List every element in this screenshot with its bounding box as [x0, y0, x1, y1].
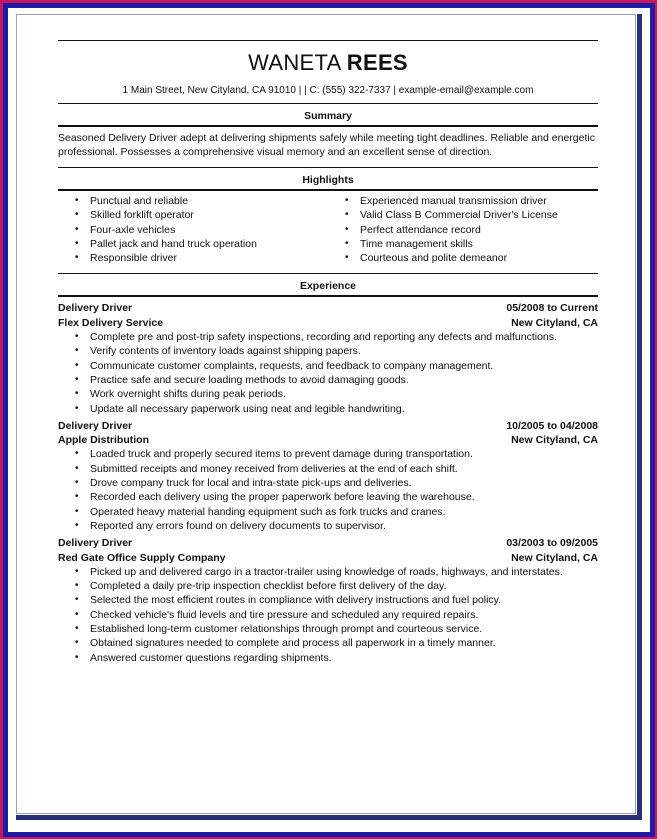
job-company-row	[58, 433, 598, 447]
experience-underline	[58, 295, 598, 297]
list-item: • Punctual and reliable	[58, 194, 328, 208]
list-item: • Loaded truck and properly secured items to prevent damage during transportation.	[58, 447, 598, 461]
list-item: • Responsible driver	[58, 251, 328, 265]
job-location: New Cityland, CA	[511, 316, 598, 329]
top-rule	[58, 40, 598, 41]
list-item: • Perfect attendance record	[328, 223, 598, 237]
summary-title: Summary	[304, 110, 352, 122]
first-name: WANETA	[248, 50, 341, 75]
experience-list	[58, 301, 598, 664]
job-company: Red Gate Office Supply Company	[58, 551, 226, 564]
list-item: • Complete pre and post-trip safety inspections, recording and reporting any defects and malfunctions.	[58, 330, 598, 344]
candidate-name	[58, 49, 598, 77]
summary-underline	[58, 125, 598, 127]
experience-rule	[58, 273, 598, 274]
list-item: • Skilled forklift operator	[58, 208, 328, 222]
list-item: • Time management skills	[328, 237, 598, 251]
list-item: • Drove company truck for local and intra-state pick-ups and deliveries.	[58, 476, 598, 490]
last-name: REES	[346, 50, 408, 75]
job-dates: 03/2003 to 09/2005	[506, 537, 598, 550]
summary-rule	[58, 103, 598, 104]
job-header	[58, 419, 598, 433]
highlights-list	[58, 194, 598, 265]
job-title: Delivery Driver	[58, 537, 133, 550]
experience-title: Experience	[299, 280, 357, 293]
highlights-title: Highlights	[302, 174, 354, 186]
list-item: • Experienced manual transmission driver	[328, 194, 598, 208]
list-item: • Picked up and delivered cargo in a tractor-trailer using knowledge of roads, highways, and interstates.	[58, 565, 598, 579]
list-item: • Obtained signatures needed to complete and process all paperwork in a timely manner.	[58, 636, 598, 650]
job-company-row	[58, 551, 598, 565]
list-item: • Work overnight shifts during peak periods.	[58, 387, 598, 401]
job-location: New Cityland, CA	[511, 551, 598, 564]
job-title: Delivery Driver	[58, 419, 133, 432]
list-item: • Verify contents of inventory loads against shipping papers.	[58, 344, 598, 358]
list-item: • Practice safe and secure loading methods to avoid damaging goods.	[58, 373, 598, 387]
list-item: • Selected the most efficient routes in compliance with delivery instructions and fuel policy.	[58, 593, 598, 607]
job-company: Apple Distribution	[58, 434, 149, 447]
highlights-right	[328, 194, 598, 265]
list-item: • Recorded each delivery using the proper paperwork before leaving the warehouse.	[58, 490, 598, 504]
list-item: • Communicate customer complaints, requests, and feedback to company management.	[58, 359, 598, 373]
job-location: New Cityland, CA	[511, 434, 598, 447]
job-title: Delivery Driver	[58, 302, 133, 315]
list-item: • Submitted receipts and money received from deliveries at the end of each shift.	[58, 462, 598, 476]
list-item: • Established long-term customer relationships through prompt and courteous service.	[58, 622, 598, 636]
job-dates: 05/2008 to Current	[506, 302, 598, 315]
job-header	[58, 301, 598, 315]
list-item: • Checked vehicle's fluid levels and tire pressure and scheduled any required repairs.	[58, 608, 598, 622]
list-item: • Update all necessary paperwork using neat and legible handwriting.	[58, 402, 598, 416]
list-item: • Valid Class B Commercial Driver's License	[328, 208, 598, 222]
job-entry	[58, 419, 598, 533]
summary-text: Seasoned Delivery Driver adept at delivering shipments safely while meeting tight deadlines. Reliable and energetic professional. Possesses a comprehensive visual memory and an excellent sense of direction.	[58, 132, 595, 158]
list-item: • Completed a daily pre-trip inspection checklist before first delivery of the day.	[58, 579, 598, 593]
list-item: • Operated heavy material handing equipment such as fork trucks and cranes.	[58, 505, 598, 519]
list-item: • Pallet jack and hand truck operation	[58, 237, 328, 251]
highlights-rule	[58, 167, 598, 168]
job-dates: 10/2005 to 04/2008	[506, 419, 598, 432]
list-item: • Courteous and polite demeanor	[328, 251, 598, 265]
job-header	[58, 536, 598, 550]
list-item: • Answered customer questions regarding shipments.	[58, 651, 598, 665]
contact-line: 1 Main Street, New Cityland, CA 91010 | | C: (555) 322-7337 | example-email@example.com	[122, 85, 534, 96]
list-item: • Reported any errors found on delivery documents to supervisor.	[58, 519, 598, 533]
highlights-left	[58, 194, 328, 265]
resume-page	[58, 40, 598, 668]
job-company-row	[58, 316, 598, 330]
job-company: Flex Delivery Service	[58, 316, 164, 329]
job-entry	[58, 536, 598, 665]
list-item: • Four-axle vehicles	[58, 223, 328, 237]
job-entry	[58, 301, 598, 415]
highlights-underline	[58, 189, 598, 191]
